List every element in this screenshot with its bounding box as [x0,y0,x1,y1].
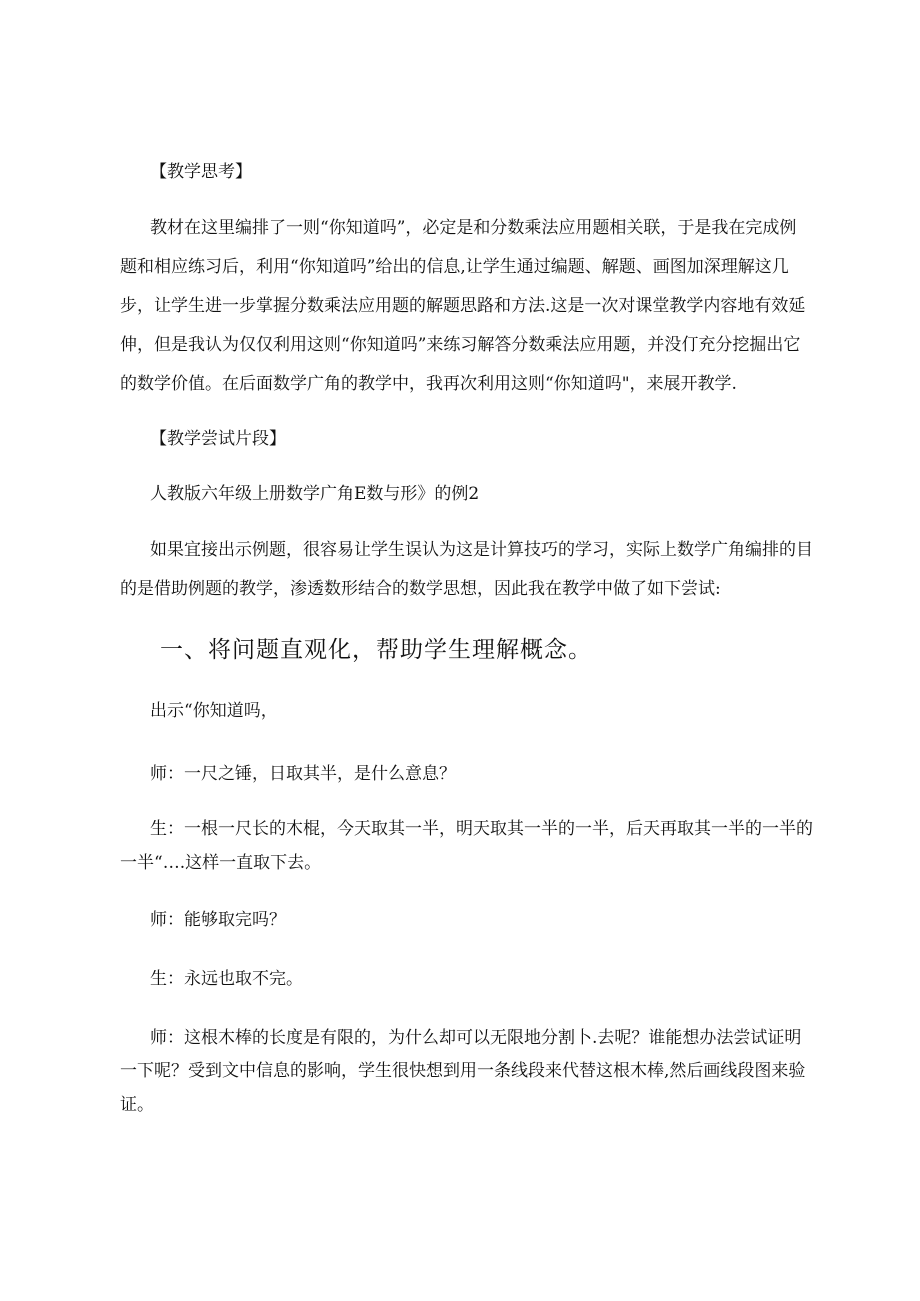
paragraph-line: 步，让学生进一步掌握分数乘法应用题的解题思路和方法.这是一次对课堂教学内容地有效延 [120,296,806,316]
heading-section-one: 一、将问题直观化，帮助学生理解概念。 [160,637,592,663]
dialogue-teacher-2: 师：能够取完吗？ [150,910,286,930]
dialogue-teacher-3-end: 证。 [120,1095,154,1115]
paragraph-line: 的是借助例题的教学，渗透数形结合的数学思想，因此我在教学中做了如下尝试: [120,579,721,599]
paragraph-line: 题和相应练习后，利用“你知道吗”给出的信息,让学生通过编题、解题、画图加深理解这几 [120,257,789,277]
reference-line: 人教版六年级上册数学广角E数与形》的例2 [150,484,480,504]
show-line: 出示“你知道吗， [150,701,278,721]
dialogue-teacher-1: 师：一尺之锤，日取其半，是什么意息？ [150,764,456,784]
paragraph-line: 的数学价值。在后面数学广角的教学中，我再次利用这则“你知道吗"，来展开教学. [120,374,737,394]
dialogue-student-1-cont: 一半“….这样一直取下去。 [120,853,322,873]
dialogue-student-2: 生：永远也取不完。 [150,969,303,989]
paragraph-line: 伸，但是我认为仅仅利用这则“你知道吗”来练习解答分数乘法应用题，并没仃充分挖掘出它 [120,335,801,355]
section-title-teaching-attempt: 【教学尝试片段】 [150,429,286,449]
paragraph-line: 教材在这里编排了一则“你知道吗”，必定是和分数乘法应用题相关联，于是我在完成例 [150,218,797,238]
dialogue-student-1: 生：一根一尺长的木棍，今天取其一半，明天取其一半的一半，后天再取其一半的一半的 [150,819,813,839]
section-title-teaching-thinking: 【教学思考】 [150,162,252,182]
dialogue-teacher-3-cont: 一下呢？受到文中信息的影响，学生很快想到用一条线段来代替这根木棒,然后画线段图来验 [120,1061,806,1081]
paragraph-line: 如果宜接出示例题，很容易让学生误认为这是计算技巧的学习，实际上数学广角编排的目 [150,540,813,560]
dialogue-teacher-3: 师：这根木棒的长度是有限的，为什么却可以无限地分割卜.去呢？谁能想办法尝试证明 [150,1028,802,1048]
